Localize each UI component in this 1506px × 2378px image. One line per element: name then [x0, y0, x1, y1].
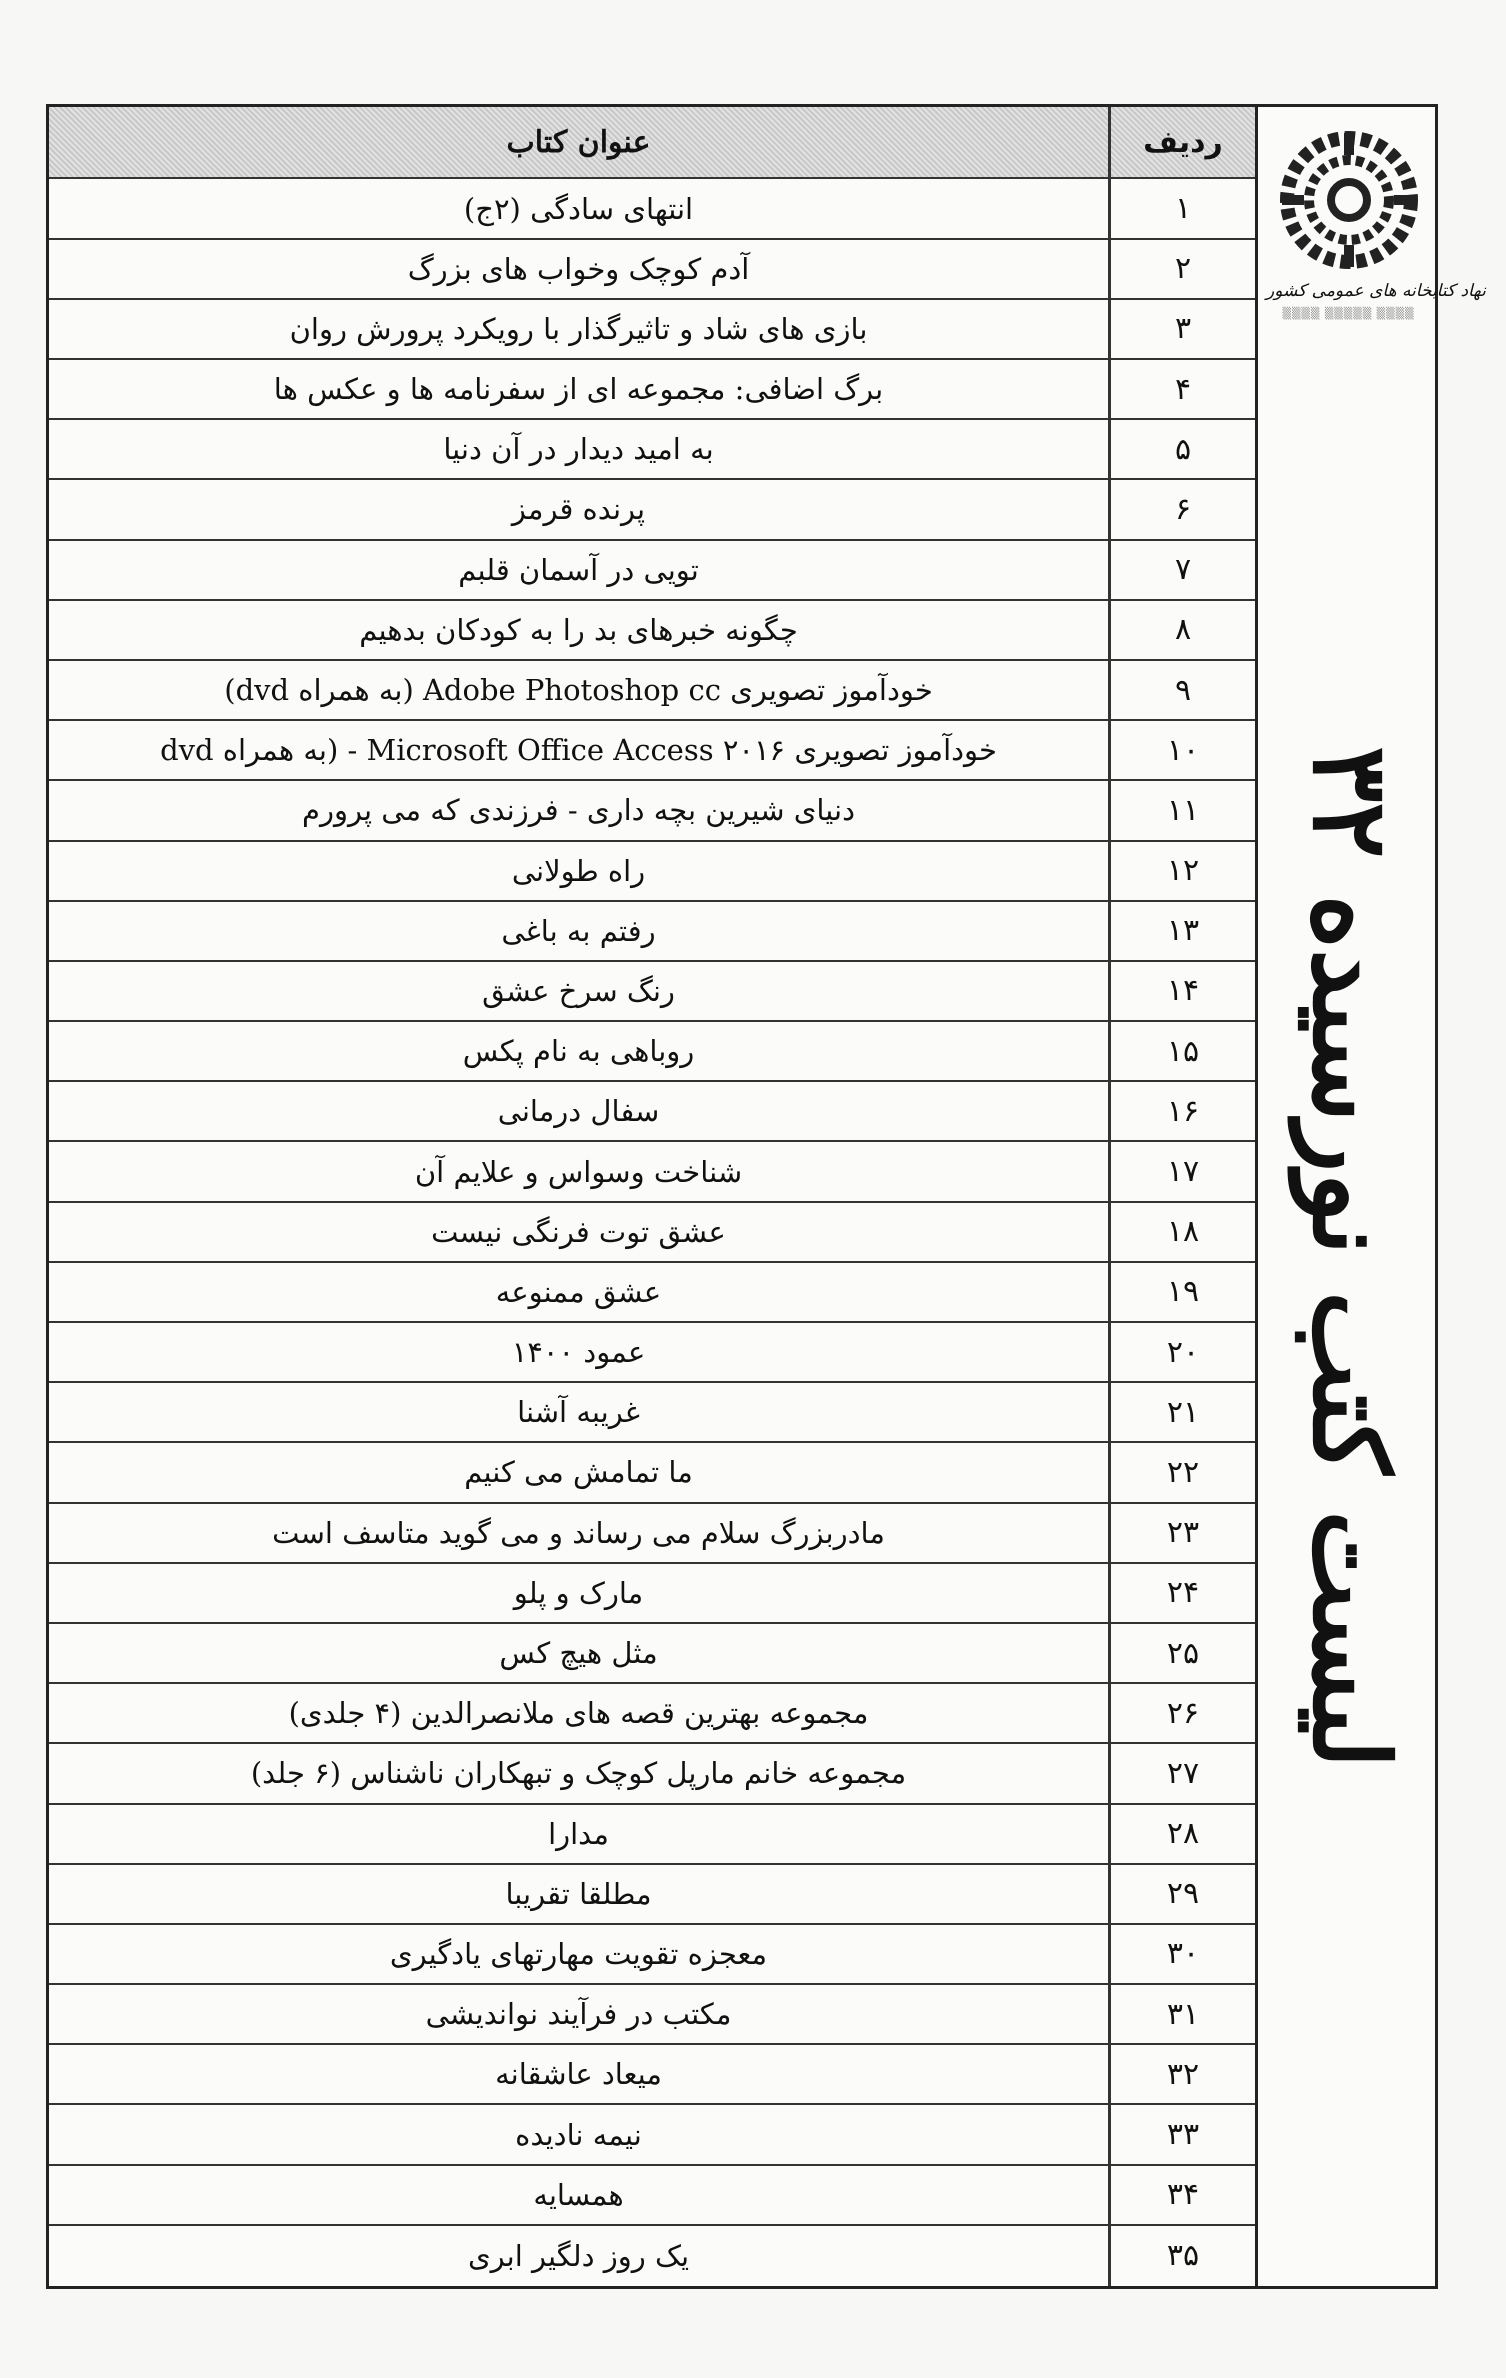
book-title: سفال درمانی: [497, 1094, 660, 1129]
row-number: ۲۱: [1108, 1383, 1255, 1441]
row-number: ۲۲: [1108, 1443, 1255, 1501]
book-title: آدم کوچک وخواب های بزرگ: [407, 251, 750, 286]
table-row: [49, 1203, 1255, 1263]
row-number: ۳: [1108, 300, 1255, 358]
book-title: عشق ممنوعه: [495, 1274, 662, 1309]
row-number: ۱۵: [1108, 1022, 1255, 1080]
table-row: [49, 1744, 1255, 1804]
table-row: [49, 2166, 1255, 2226]
row-number: ۵: [1108, 420, 1255, 478]
row-number: ۲۹: [1108, 1865, 1255, 1923]
table-header: [49, 107, 1255, 179]
row-number: ۳۵: [1108, 2226, 1255, 2286]
book-title: عمود ۱۴۰۰: [511, 1335, 646, 1370]
row-number: ۲۸: [1108, 1805, 1255, 1863]
table-row: [49, 1684, 1255, 1744]
table-row: [49, 1504, 1255, 1564]
table-row: [49, 1985, 1255, 2045]
table-row: [49, 1142, 1255, 1202]
book-title: مطلقا تقریبا: [505, 1876, 652, 1911]
book-title: روباهی به نام پکس: [462, 1034, 695, 1069]
table-row: [49, 240, 1255, 300]
book-title: خودآموز تصویری Microsoft Office Access ۲۰۱۶ - (به همراه dvd: [160, 733, 997, 768]
book-title: به امید دیدار در آن دنیا: [443, 432, 714, 467]
header-title-label: عنوان کتاب: [506, 124, 651, 160]
row-number: ۱۶: [1108, 1082, 1255, 1140]
book-title: معجزه تقویت مهارتهای یادگیری: [389, 1936, 768, 1971]
row-number: ۲۷: [1108, 1744, 1255, 1802]
row-number: ۸: [1108, 601, 1255, 659]
table-row: [49, 1865, 1255, 1925]
row-number: ۳۳: [1108, 2105, 1255, 2163]
table-row: [49, 1022, 1255, 1082]
table-row: [49, 1383, 1255, 1443]
book-title: پرنده قرمز: [511, 492, 646, 527]
side-title-container: [1286, 667, 1416, 1847]
book-title: همسایه: [533, 2177, 624, 2212]
table-row: [49, 2105, 1255, 2165]
table-row: [49, 601, 1255, 661]
book-title: بازی های شاد و تاثیرگذار با رویکرد پرورش روان: [289, 311, 868, 346]
book-title: مجموعه خانم مارپل کوچک و تبهکاران ناشناس (۶ جلد): [250, 1756, 907, 1791]
row-number: ۲۵: [1108, 1624, 1255, 1682]
table-row: [49, 962, 1255, 1022]
row-number: ۱۲: [1108, 842, 1255, 900]
book-title: مجموعه بهترین قصه های ملانصرالدین (۴ جلدی): [288, 1696, 869, 1731]
table-row: [49, 480, 1255, 540]
row-number: ۲۶: [1108, 1684, 1255, 1742]
library-emblem-icon: [1274, 125, 1424, 275]
book-title: مثل هیچ کس: [499, 1636, 658, 1671]
book-title: راه طولانی: [511, 853, 646, 888]
book-title: یک روز دلگیر ابری: [467, 2238, 690, 2273]
table-row: [49, 1805, 1255, 1865]
table-row: [49, 300, 1255, 360]
logo: [1266, 125, 1486, 320]
table-row: [49, 1564, 1255, 1624]
book-title: برگ اضافی: مجموعه ای از سفرنامه ها و عکس ها: [273, 372, 884, 407]
book-title: انتهای سادگی (۲ج): [463, 191, 694, 226]
logo-subcaption: ▒▒▒▒ ▒▒▒▒▒ ▒▒▒▒: [1282, 307, 1415, 320]
row-number: ۲۳: [1108, 1504, 1255, 1562]
row-number: ۶: [1108, 480, 1255, 538]
book-list-sheet: [46, 104, 1486, 2289]
table-row: [49, 721, 1255, 781]
row-number: ۳۰: [1108, 1925, 1255, 1983]
row-number: ۱: [1108, 179, 1255, 237]
table-row: [49, 1082, 1255, 1142]
book-title: میعاد عاشقانه: [495, 2057, 662, 2092]
table-row: [49, 2045, 1255, 2105]
table-body: [49, 179, 1255, 2286]
table-row: [49, 1323, 1255, 1383]
row-number: ۱۸: [1108, 1203, 1255, 1261]
book-title: مارک و پلو: [513, 1575, 644, 1610]
row-number: ۱۹: [1108, 1263, 1255, 1321]
book-title: خودآموز تصویری Adobe Photoshop cc (به همراه dvd): [224, 673, 933, 708]
table-row: [49, 661, 1255, 721]
table-row: [49, 1925, 1255, 1985]
table-row: [49, 1443, 1255, 1503]
row-number: ۱۰: [1108, 721, 1255, 779]
table-row: [49, 179, 1255, 239]
row-number: ۹: [1108, 661, 1255, 719]
row-number: ۳۱: [1108, 1985, 1255, 2043]
book-title: چگونه خبرهای بد را به کودکان بدهیم: [359, 612, 798, 647]
table-row: [49, 360, 1255, 420]
row-number: ۱۴: [1108, 962, 1255, 1020]
book-title: عشق توت فرنگی نیست: [431, 1214, 726, 1249]
row-number: ۲۰: [1108, 1323, 1255, 1381]
table-row: [49, 2226, 1255, 2286]
row-number: ۱۳: [1108, 902, 1255, 960]
side-panel: [1255, 107, 1486, 2286]
book-title: غریبه آشنا: [517, 1395, 640, 1430]
book-title: رفتم به باغی: [501, 913, 656, 948]
row-number: ۱۷: [1108, 1142, 1255, 1200]
table-row: [49, 420, 1255, 480]
book-title: نیمه نادیده: [515, 2117, 642, 2152]
side-title: لیست کتب نورسیده ۳۲: [1289, 746, 1413, 1768]
books-table: [49, 107, 1255, 2286]
book-title: دنیای شیرین بچه داری - فرزندی که می پرورم: [302, 793, 855, 828]
book-title: مادربزرگ سلام می رساند و می گوید متاسف است: [272, 1515, 885, 1550]
row-number: ۲۴: [1108, 1564, 1255, 1622]
row-number: ۴: [1108, 360, 1255, 418]
logo-caption: نهاد کتابخانه های عمومی کشور: [1266, 281, 1486, 301]
table-row: [49, 1263, 1255, 1323]
book-title: شناخت وسواس و علایم آن: [414, 1154, 743, 1189]
row-number: ۱۱: [1108, 781, 1255, 839]
book-title: تویی در آسمان قلبم: [458, 552, 699, 587]
table-row: [49, 1624, 1255, 1684]
row-number: ۳۴: [1108, 2166, 1255, 2224]
table-row: [49, 842, 1255, 902]
book-title: مدارا: [548, 1816, 609, 1851]
row-number: ۲: [1108, 240, 1255, 298]
table-row: [49, 781, 1255, 841]
book-title: ما تمامش می کنیم: [464, 1455, 693, 1490]
header-row-label: ردیف: [1108, 107, 1255, 177]
book-title: رنگ سرخ عشق: [482, 973, 675, 1008]
row-number: ۷: [1108, 541, 1255, 599]
table-row: [49, 902, 1255, 962]
table-row: [49, 541, 1255, 601]
book-title: مکتب در فرآیند نواندیشی: [425, 1997, 732, 2032]
row-number: ۳۲: [1108, 2045, 1255, 2103]
